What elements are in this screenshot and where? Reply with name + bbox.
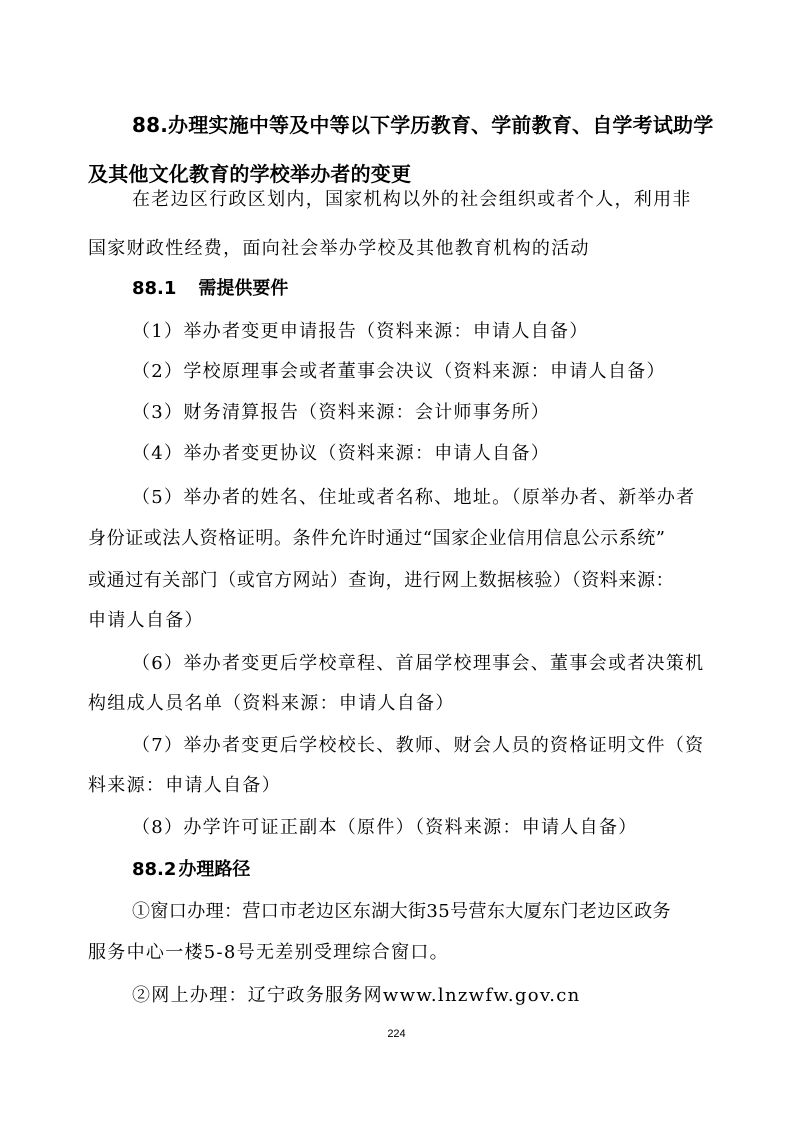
section-title: 需提供要件	[198, 278, 289, 299]
requirement-item-7-line-1: （7）举办者变更后学校校长、教师、财会人员的资格证明文件（资	[132, 735, 705, 756]
intro-line-2: 国家财政性经费，面向社会举办学校及其他教育机构的活动	[88, 238, 590, 259]
requirement-item-6-line-2: 构组成人员名单（资料来源：申请人自备）	[88, 693, 455, 714]
section-heading-paths	[132, 855, 250, 881]
requirement-item-5-line-4: 申请人自备）	[88, 610, 204, 631]
requirement-item-5-line-3: 或通过有关部门（或官方网站）查询，进行网上数据核验）（资料来源：	[88, 570, 675, 591]
section-heading-requirements	[132, 274, 288, 300]
intro-line-1: 在老边区行政区划内，国家机构以外的社会组织或者个人，利用非	[132, 189, 692, 210]
requirement-item-5-line-2: 身份证或法人资格证明。条件允许时通过“国家企业信用信息公示系统”	[88, 528, 666, 549]
section-title: 办理路径	[178, 859, 251, 880]
requirement-item-5-line-1: （5）举办者的姓名、住址或者名称、地址。（原举办者、新举办者	[132, 487, 696, 508]
path-window-line-1: ①窗口办理：营口市老边区东湖大街35号营东大厦东门老边区政务	[132, 901, 671, 922]
requirement-item-2: （2）学校原理事会或者董事会决议（资料来源：申请人自备）	[132, 361, 666, 382]
requirement-item-1: （1）举办者变更申请报告（资料来源：申请人自备）	[132, 321, 589, 342]
path-window-line-2: 服务中心一楼5-8号无差别受理综合窗口。	[88, 942, 449, 963]
title-line-1: 88.办理实施中等及中等以下学历教育、学前教育、自学考试助学	[132, 113, 714, 137]
path-online: ②网上办理：辽宁政务服务网www.lnzwfw.gov.cn	[132, 985, 581, 1006]
requirement-item-7-line-2: 料来源：申请人自备）	[88, 775, 281, 796]
section-number: 88.1	[132, 278, 177, 299]
requirement-item-8: （8）办学许可证正副本（原件）（资料来源：申请人自备）	[132, 817, 638, 838]
requirement-item-3: （3）财务清算报告（资料来源：会计师事务所）	[132, 402, 551, 423]
page-number: 224	[387, 1028, 406, 1040]
title-line-2: 及其他文化教育的学校举办者的变更	[88, 162, 412, 186]
section-number: 88.2	[132, 859, 177, 880]
requirement-item-4: （4）举办者变更协议（资料来源：申请人自备）	[132, 443, 551, 464]
requirement-item-6-line-1: （6）举办者变更后学校章程、首届学校理事会、董事会或者决策机	[132, 653, 705, 674]
